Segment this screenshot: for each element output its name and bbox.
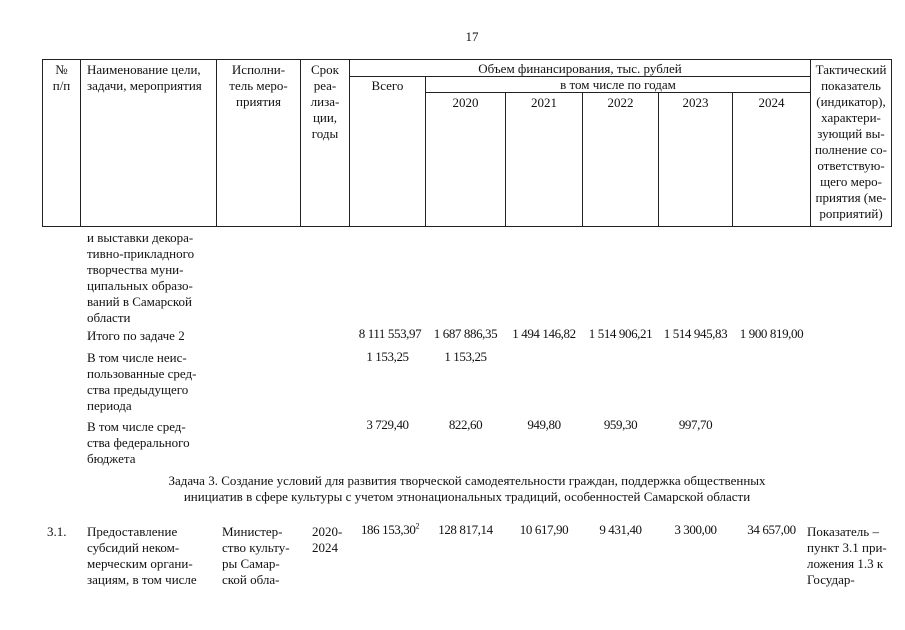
value-2023: 1 514 945,83 — [663, 326, 728, 341]
row-indicator: Показатель – пункт 3.1 при- ложения 1.3 к Государ- — [807, 524, 887, 587]
row-name: Предоставление субсидий неком- мерческим органи- зациям, в том числе — [87, 524, 197, 587]
row-period: 2020- 2024 — [312, 524, 343, 555]
row-executor: Министер- ство культу- ры Самар- ской обла- — [222, 524, 290, 587]
value-total: 1 153,25 — [366, 349, 409, 364]
value-2020: 822,60 — [448, 417, 483, 432]
value-2021: 10 617,90 — [519, 522, 569, 537]
value-2022: 959,30 — [603, 417, 638, 432]
value-total — [350, 522, 430, 538]
page-number: 17 — [465, 29, 479, 44]
header-total: Всего — [371, 78, 404, 93]
value-2024: 34 657,00 — [747, 522, 796, 537]
value-2021: 949,80 — [527, 417, 561, 432]
header-year-2022: 2022 — [607, 95, 634, 110]
header-executor: Исполни- тель меро- приятия — [229, 62, 288, 109]
value-total: 8 111 553,97 — [358, 326, 422, 341]
header-year-2024: 2024 — [758, 95, 785, 110]
value-2020: 1 153,25 — [444, 349, 487, 364]
value-2023: 997,70 — [678, 417, 713, 432]
value-2021: 1 494 146,82 — [512, 326, 576, 341]
value-2022: 1 514 906,21 — [588, 326, 653, 341]
header-name: Наименование цели, задачи, мероприятия — [87, 62, 202, 93]
row-label: В том числе сред- ства федерального бюджета — [87, 419, 190, 466]
header-year-2023: 2023 — [682, 95, 709, 110]
value-2020: 128 817,14 — [438, 522, 493, 537]
value-2020: 1 687 886,35 — [433, 326, 498, 341]
header-year-2020: 2020 — [452, 95, 479, 110]
header-year-2021: 2021 — [531, 95, 557, 110]
row-label: Итого по задаче 2 — [87, 328, 185, 343]
value-2022: 9 431,40 — [599, 522, 642, 537]
header-indicator: Тактический показатель (индикатор), характери- зующий вы- полнение со- ответствую- щего меро- приятия (ме- роприятий) — [814, 62, 888, 221]
header-by-years: в том числе по годам — [560, 77, 676, 92]
header-financing-title: Объем финансирования, тыс. рублей — [478, 61, 682, 76]
value-2024: 1 900 819,00 — [739, 326, 804, 341]
header-period: Срок реа- лиза- ции, годы — [310, 62, 340, 141]
row-label: В том числе неис- пользованные сред- ства предыдущего периода — [87, 350, 197, 413]
footnote-marker: 2 — [415, 521, 420, 531]
value-2023: 3 300,00 — [674, 522, 717, 537]
row-number: 3.1. — [47, 524, 67, 539]
header-number: № п/п — [52, 62, 71, 93]
task3-title: Задача 3. Создание условий для развития творческой самодеятельности граждан, поддержка общественных инициатив в сфере культуры с учетом этнонациональных традиций, особенностей Самарской области — [168, 473, 766, 504]
value-total: 3 729,40 — [366, 417, 409, 432]
value-total-number: 186 153,30 — [360, 522, 416, 537]
continuation-text: и выставки декора- тивно-прикладного творчества муни- ципальных образо- ваний в Самарской области — [87, 230, 195, 325]
